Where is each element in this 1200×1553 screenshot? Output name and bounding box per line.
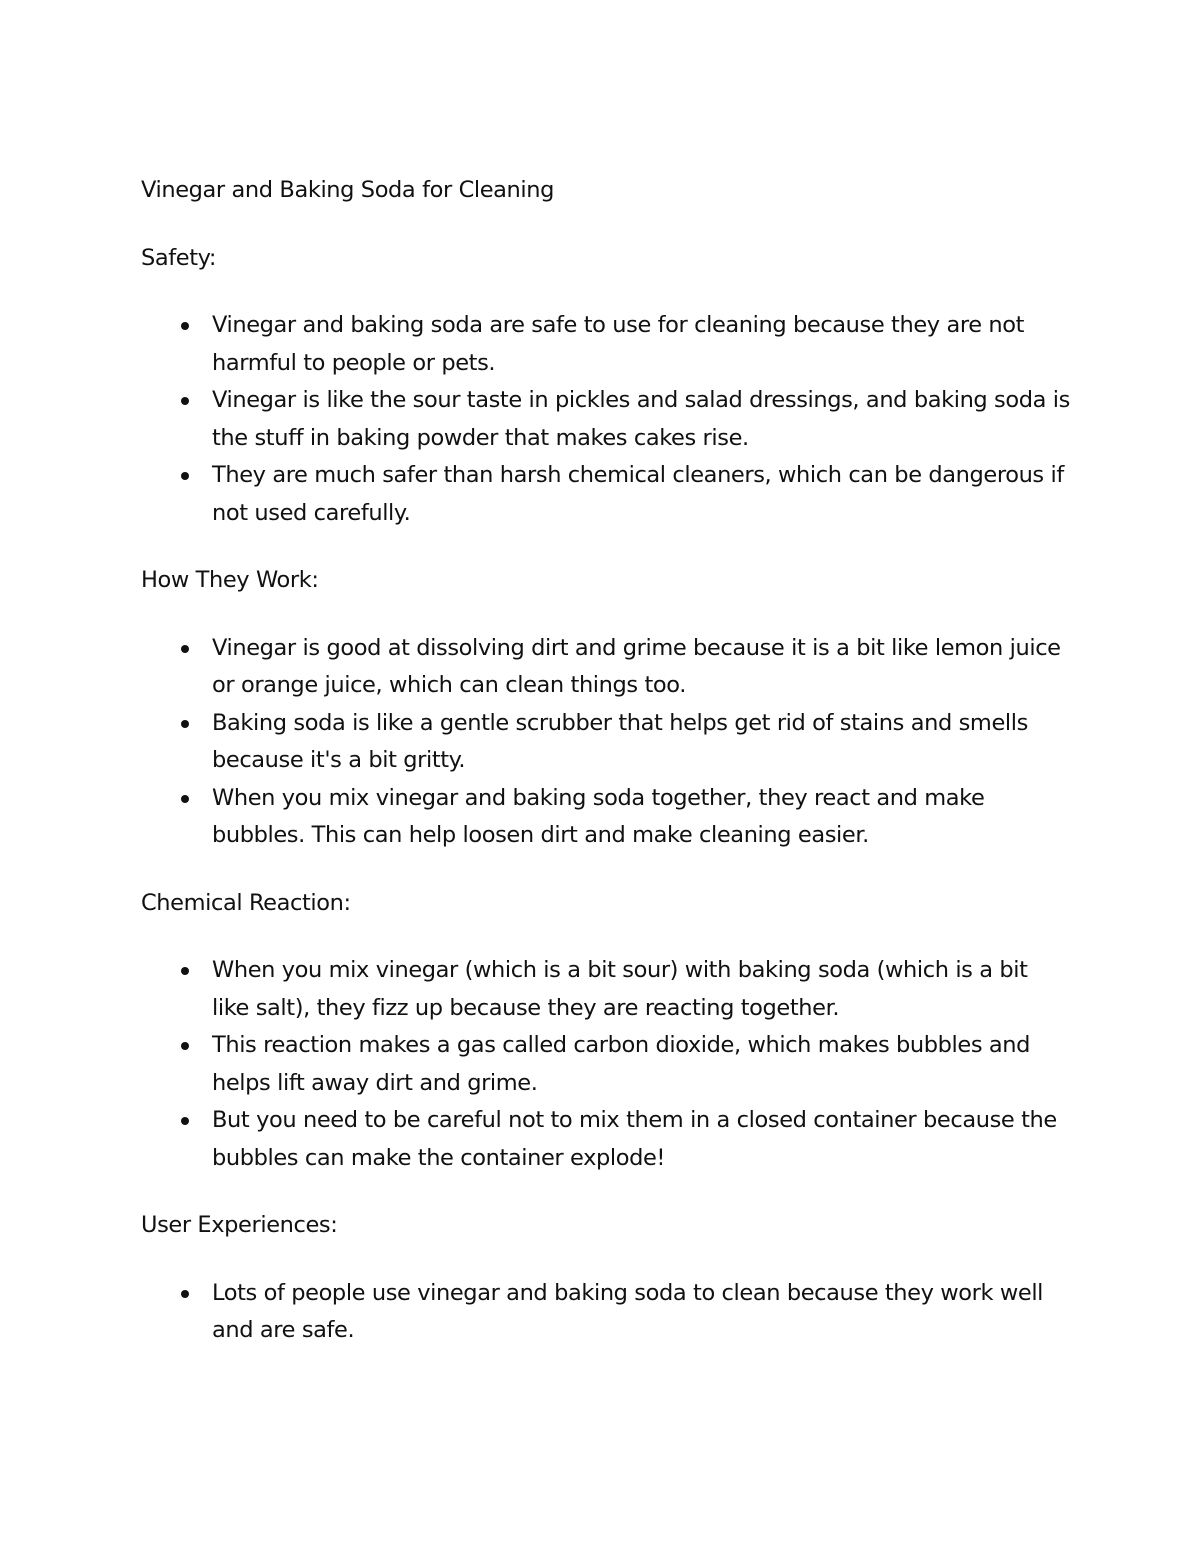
bullet-icon (181, 1117, 189, 1125)
list-item (141, 705, 1071, 780)
list-item-text: Lots of people use vinegar and baking soda to clean because they work well and are safe. (212, 1279, 1044, 1343)
list-item-text: Baking soda is like a gentle scrubber that helps get rid of stains and smells because it's a bit gritty. (212, 709, 1028, 773)
document-title: Vinegar and Baking Soda for Cleaning (141, 177, 555, 203)
list-item (141, 780, 1071, 855)
bullet-list (141, 1275, 1071, 1350)
list-item-text: They are much safer than harsh chemical cleaners, which can be dangerous if not used carefully. (212, 462, 1064, 526)
list-item-text: Vinegar is good at dissolving dirt and grime because it is a bit like lemon juice or orange juice, which can clean things too. (212, 634, 1061, 698)
section-heading: Chemical Reaction: (141, 889, 351, 916)
bullet-list (141, 952, 1071, 1177)
bullet-icon (181, 795, 189, 803)
list-item-text: When you mix vinegar (which is a bit sour) with baking soda (which is a bit like salt), they fizz up because they are reacting together. (212, 957, 1028, 1021)
list-item (141, 1102, 1071, 1177)
list-item (141, 307, 1071, 382)
section-heading: How They Work: (141, 567, 319, 593)
bullet-icon (181, 472, 189, 480)
list-item-text: When you mix vinegar and baking soda together, they react and make bubbles. This can help loosen dirt and make cleaning easier. (212, 784, 985, 848)
bullet-icon (181, 645, 189, 653)
section-chemical-reaction (141, 885, 1071, 1178)
bullet-icon (181, 322, 189, 330)
bullet-list (141, 630, 1071, 855)
section-safety (141, 240, 1071, 533)
document-body (141, 172, 1071, 1350)
list-item (141, 457, 1071, 532)
list-item-text: Vinegar is like the sour taste in pickles and salad dressings, and baking soda is the stuff in baking powder that makes cakes rise. (212, 387, 1070, 451)
list-item-text: Vinegar and baking soda are safe to use for cleaning because they are not harmful to people or pets. (212, 312, 1025, 376)
bullet-icon (181, 397, 189, 405)
list-item (141, 382, 1071, 457)
section-heading: User Experiences: (141, 1212, 338, 1238)
bullet-icon (181, 1290, 189, 1298)
list-item (141, 630, 1071, 705)
list-item (141, 952, 1071, 1027)
section-heading: Safety: (141, 244, 217, 271)
list-item-text: This reaction makes a gas called carbon dioxide, which makes bubbles and helps lift away dirt and grime. (212, 1032, 1031, 1096)
list-item (141, 1275, 1071, 1350)
bullet-icon (181, 720, 189, 728)
list-item-text: But you need to be careful not to mix them in a closed container because the bubbles can make the container explode! (212, 1107, 1057, 1171)
bullet-icon (181, 967, 189, 975)
section-user-experiences (141, 1207, 1071, 1350)
bullet-icon (181, 1042, 189, 1050)
bullet-list (141, 307, 1071, 532)
list-item (141, 1027, 1071, 1102)
section-how-they-work (141, 562, 1071, 855)
